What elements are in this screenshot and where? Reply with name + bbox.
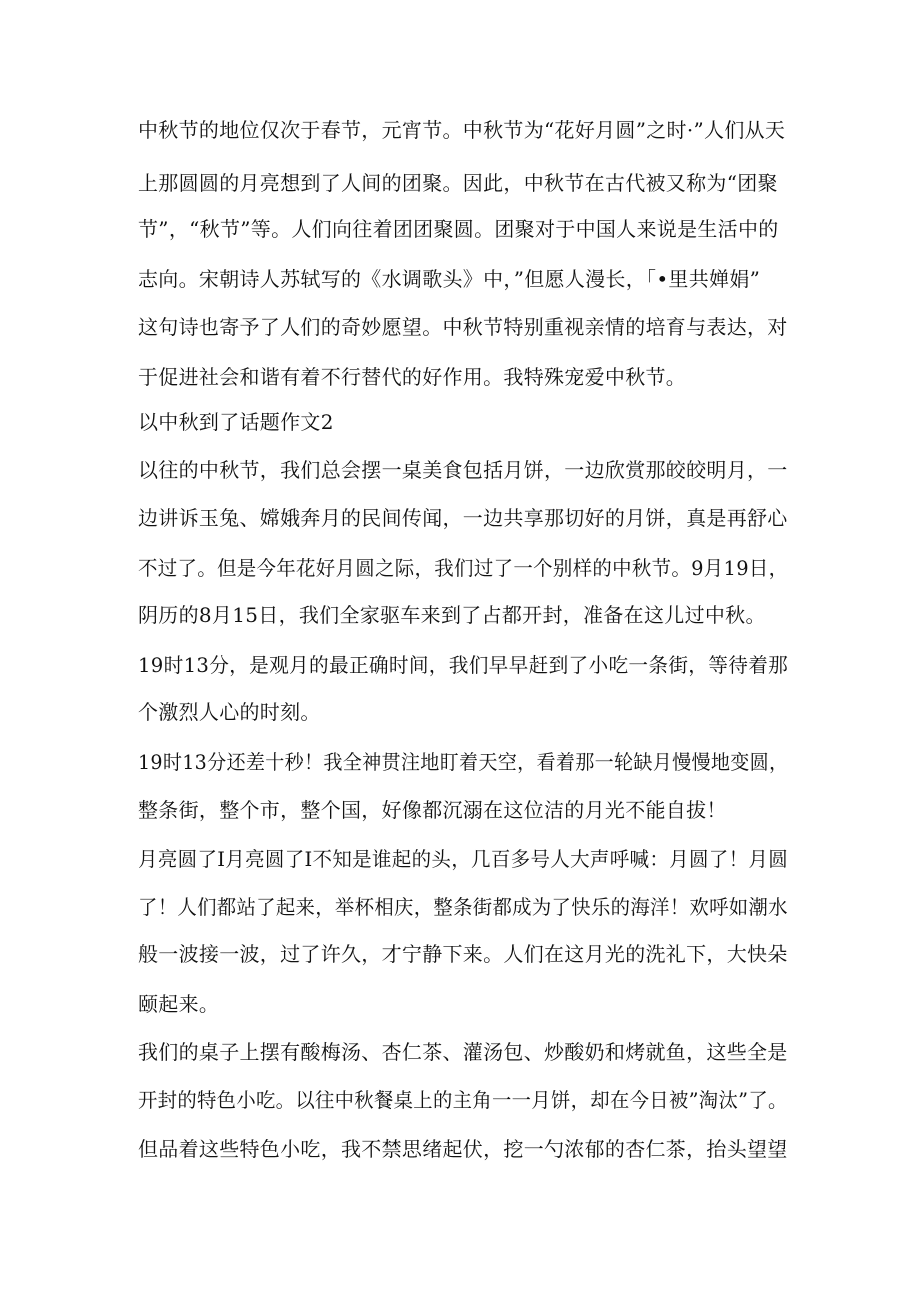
text-line: 但品着这些特色小吃，我不禁思绪起伏，挖一勺浓郁的杏仁茶，抬头望望 bbox=[138, 1137, 788, 1161]
text-line: 上那圆圆的月亮想到了人间的团聚。因此，中秋节在古代被又称为“团聚 bbox=[138, 171, 778, 195]
text-line: 颐起来。 bbox=[138, 992, 220, 1016]
text-line: 整条街，整个市，整个国，好像都沉溺在这位洁的月光不能自拔！ bbox=[138, 798, 727, 822]
text-line: 19时13分还差十秒！我全神贯注地盯着天空，看着那一轮缺月慢慢地变圆， bbox=[138, 750, 789, 774]
text-line: 边讲诉玉兔、嫦娥奔月的民间传闻，一边共享那切好的月饼，真是再舒心 bbox=[138, 506, 788, 530]
text-line: 于促进社会和谐有着不行替代的好作用。我特殊宠爱中秋节。 bbox=[138, 365, 687, 389]
text-line: 19时13分，是观月的最正确时间，我们早早赶到了小吃一条街，等待着那 bbox=[138, 653, 789, 677]
text-line: 以往的中秋节，我们总会摆一桌美食包括月饼，一边欣赏那皎皎明月，一 bbox=[138, 458, 788, 482]
section-heading: 以中秋到了话题作文2 bbox=[138, 410, 334, 434]
text-line: 中秋节的地位仅次于春节，元宵节。中秋节为“花好月圆”之时·”人们从天 bbox=[138, 118, 786, 142]
text-line: 月亮圆了I月亮圆了I不知是谁起的头，几百多号人大声呼喊：月圆了！月圆 bbox=[138, 847, 789, 871]
text-line: 了！人们都站了起来，举杯相庆，整条街都成为了快乐的海洋！欢呼如潮水 bbox=[138, 895, 788, 919]
text-line: 般一波接一波，过了许久，才宁静下来。人们在这月光的洗礼下，大快朵 bbox=[138, 942, 788, 966]
text-line: 阴历的8月15日，我们全家驱车来到了占都开封，准备在这儿过中秋。 bbox=[138, 603, 766, 627]
text-line: 节”，“秋节”等。人们向往着团团聚圆。团聚对于中国人来说是生活中的 bbox=[138, 217, 779, 241]
text-line: 这句诗也寄予了人们的奇妙愿望。中秋节特别重视亲情的培育与表达，对 bbox=[138, 315, 788, 339]
text-line: 志向。宋朝诗人苏轼写的《水调歌头》中，”但愿人漫长，「•里共婵娟” bbox=[138, 267, 761, 291]
text-line: 开封的特色小吃。以往中秋餐桌上的主角一一月饼，却在今日被”淘汰”了。 bbox=[138, 1088, 788, 1112]
text-line: 不过了。但是今年花好月圆之际，我们过了一个别样的中秋节。9月19日， bbox=[138, 556, 789, 580]
text-line: 个激烈人心的时刻。 bbox=[138, 700, 321, 724]
text-line: 我们的桌子上摆有酸梅汤、杏仁茶、灌汤包、炒酸奶和烤就鱼，这些全是 bbox=[138, 1040, 788, 1064]
